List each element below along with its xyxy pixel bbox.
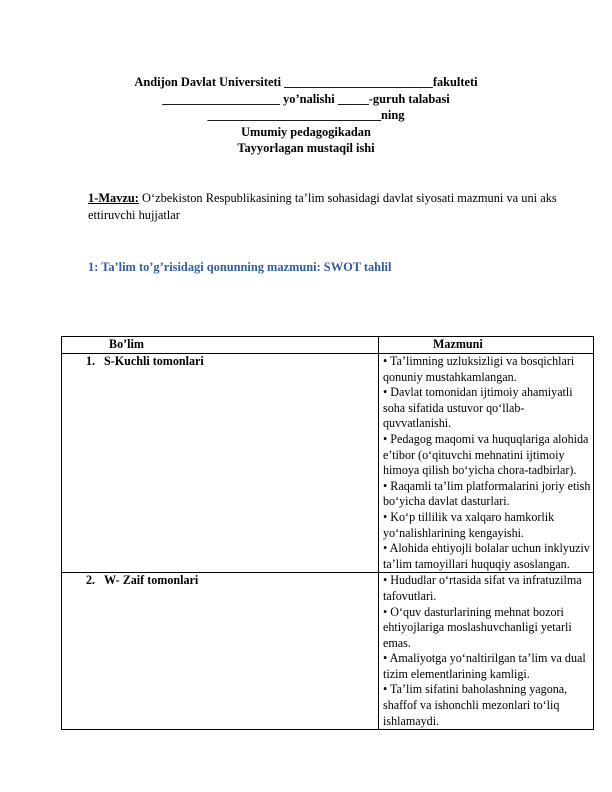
- swot-table: [61, 336, 594, 730]
- list-item: • Pedagog maqomi va huquqlariga alohida e’tibor (o‘qituvchi mehnatini ijtimoiy himoya qilish bo‘yicha chora-tadbirlar).: [383, 431, 589, 478]
- row-content-cell: [379, 573, 594, 730]
- column-header-content: Mazmuni: [379, 337, 594, 354]
- row-label-cell: [62, 573, 379, 730]
- list-item: • Ko‘p tillilik va xalqaro hamkorlik yo‘nalishlarining kengayishi.: [383, 509, 555, 540]
- row-label: W- Zaif tomonlari: [104, 573, 199, 588]
- list-item: • Davlat tomonidan ijtimoiy ahamiyatli soha sifatida ustuvor qo‘llab-quvvatlanishi.: [383, 385, 573, 431]
- column-header-section: Bo’lim: [62, 337, 379, 354]
- topic-label: 1-Mavzu:: [88, 191, 139, 205]
- direction-line: ___________________ yo’nalishi _____-guruh talabasi: [162, 91, 450, 106]
- work-type-line: Tayyorlagan mustaqil ishi: [237, 141, 375, 155]
- list-item: • Ta’limning uzluksizligi va bosqichlari qonuniy mustahkamlangan.: [383, 354, 575, 384]
- row-number: 2.: [86, 573, 96, 588]
- title-block: [0, 74, 612, 157]
- university-line: Andijon Davlat Universiteti ________________________fakulteti: [134, 75, 478, 89]
- topic-text: O‘zbekiston Respublikasining ta’lim sohasidagi davlat siyosati mazmuni va uni aks ettiruvchi hujjatlar: [88, 191, 557, 222]
- table-header-row: [62, 337, 594, 354]
- row-number: 1.: [86, 354, 96, 368]
- row-label: S-Kuchli tomonlari: [104, 354, 204, 368]
- subject-line: Umumiy pedagogikadan: [241, 124, 371, 139]
- list-item: • Amaliyotga yo‘naltirilgan ta’lim va dual tizim elementlarining kamligi.: [383, 651, 586, 681]
- list-item: • O‘quv dasturlarining mehnat bozori ehtiyojlariga moslashuvchanligi yetarli emas.: [383, 604, 572, 650]
- student-line: ____________________________ning: [207, 108, 405, 122]
- topic-paragraph: [88, 190, 568, 224]
- list-item: • Alohida ehtiyojli bolalar uchun inklyuziv ta’lim tamoyillari huquqiy asoslangan.: [383, 541, 590, 571]
- list-item: • Ta’lim sifatini baholashning yagona, shaffof va ishonchli mezonlari to‘liq ishlamaydi.: [383, 682, 568, 728]
- section-heading: 1: Ta’lim to’g’risidagi qonunning mazmuni: SWOT tahlil: [88, 260, 392, 274]
- row-content-cell: [379, 354, 594, 573]
- list-item: • Hududlar o‘rtasida sifat va infratuzilma tafovutlari.: [383, 573, 582, 603]
- table-row: [62, 573, 594, 730]
- row-label-cell: [62, 354, 379, 573]
- table-row: [62, 354, 594, 573]
- list-item: • Raqamli ta’lim platformalarini joriy etish bo‘yicha davlat dasturlari.: [383, 478, 591, 509]
